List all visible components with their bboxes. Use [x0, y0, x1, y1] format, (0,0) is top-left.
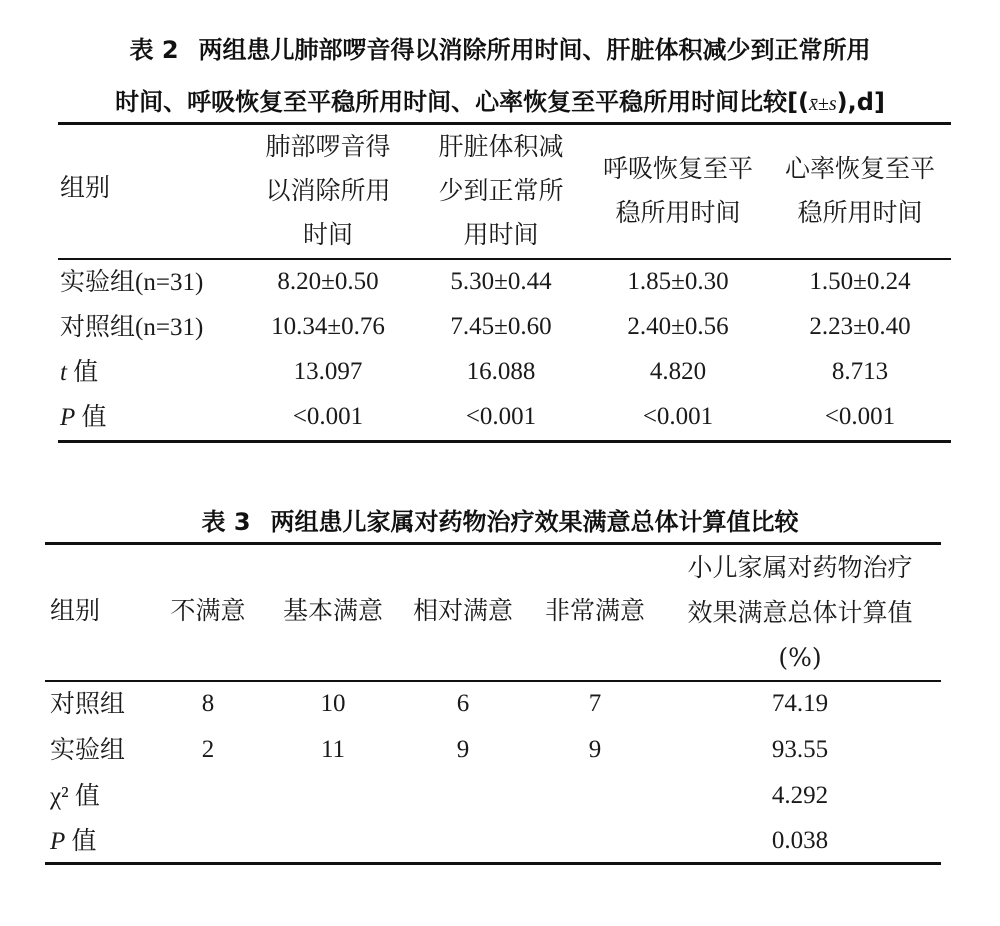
table2-header-col1-line3: 时间: [302, 220, 353, 249]
table2-title-prefix: 时间、呼吸恢复至平稳所用时间、心率恢复至平稳所用时间比较[(: [115, 88, 810, 116]
table2-header-col1-line2: 以消除所用: [265, 176, 391, 205]
table2-row3-label: t 值: [60, 357, 99, 386]
table3-header-group: 组别: [50, 596, 101, 625]
table2-header-col2-line3: 用时间: [463, 220, 539, 249]
table3-row2-col1: 2: [201, 736, 215, 763]
table3-row1-label: 对照组: [50, 689, 126, 718]
table3-header-col4: 非常满意: [544, 596, 645, 625]
table2-header-group: 组别: [60, 173, 111, 202]
table3-row3-col5: 4.292: [771, 782, 829, 809]
table3-row2-label: 实验组: [50, 735, 126, 764]
table3-header-col3: 相对满意: [412, 596, 513, 625]
table2-row1-label: 实验组(n=31): [60, 267, 204, 296]
table3-row1-col3: 6: [456, 690, 470, 717]
table3-header-col5-line1: 小儿家属对药物治疗: [687, 553, 913, 582]
table2-row2-col1: 10.34±0.76: [271, 313, 385, 340]
table2-header-col4-line1: 心率恢复至平: [784, 154, 935, 183]
table2-header-col3: [586, 147, 770, 235]
table3-row1-col4: 7: [588, 690, 602, 717]
table3-number: 表 3: [201, 508, 251, 536]
table3-header-col2: 基本满意: [282, 596, 383, 625]
table3-title-text: 两组患儿家属对药物治疗效果满意总体计算值比较: [270, 508, 799, 536]
table2-row1-col3: 1.85±0.30: [627, 268, 729, 295]
table2-header-col2-line2: 少到正常所: [438, 176, 564, 205]
table3-row2-col5: 93.55: [771, 736, 829, 763]
table3-header-col1: 不满意: [170, 596, 246, 625]
table3-title: [0, 502, 1000, 537]
table3-header-col5-line2: 效果满意总体计算值: [687, 598, 913, 627]
table2-row4-col2: <0.001: [465, 403, 537, 430]
table2-row4-col4: <0.001: [824, 403, 896, 430]
table2-header-col2: [416, 125, 586, 257]
table2-row4-col3: <0.001: [642, 403, 714, 430]
table2-title-text: 两组患儿肺部啰音得以消除所用时间、肝脏体积减少到正常所用: [198, 36, 871, 64]
table2-title-line2: [0, 82, 1000, 117]
table2-header-col3-line1: 呼吸恢复至平: [602, 154, 753, 183]
table2-row3-col3: 4.820: [649, 358, 707, 385]
table2-row1-col1: 8.20±0.50: [277, 268, 379, 295]
table2-row2-col3: 2.40±0.56: [627, 313, 729, 340]
table2-number: 表 2: [129, 36, 179, 64]
table2-header-col3-line2: 稳所用时间: [615, 198, 741, 227]
table2-header-col4: [770, 147, 950, 235]
table3-row2-col4: 9: [588, 736, 602, 763]
table2-row3-col4: 8.713: [831, 358, 889, 385]
table2-header-col2-line1: 肝脏体积减: [438, 132, 564, 161]
table2-row2-col4: 2.23±0.40: [809, 313, 911, 340]
table3-row1-col2: 10: [320, 690, 346, 717]
table2-header-col1-line1: 肺部啰音得: [265, 132, 391, 161]
table3-header-col5: [662, 545, 938, 680]
table3-bottom-rule: [45, 862, 941, 865]
table3-header-col5-line3: (%): [778, 643, 822, 672]
table2-row2-label: 对照组(n=31): [60, 312, 204, 341]
table3-row4-label: P 值: [50, 826, 97, 855]
table3-row4-col5: 0.038: [771, 827, 829, 854]
table3-row1-col5: 74.19: [771, 690, 829, 717]
table2-title-suffix: ),d]: [836, 88, 885, 116]
table2-row1-col2: 5.30±0.44: [450, 268, 552, 295]
table2-title-line1: [0, 30, 1000, 65]
table2-row3-col2: 16.088: [466, 358, 536, 385]
table3-row2-col3: 9: [456, 736, 470, 763]
table2-header-col4-line2: 稳所用时间: [797, 198, 923, 227]
table3-row2-col2: 11: [320, 736, 346, 763]
table2-header-col1: [240, 125, 416, 257]
table2-title-stat: x̄±s: [809, 93, 837, 115]
table3-row1-col1: 8: [201, 690, 215, 717]
table2-row4-label: P 值: [60, 402, 107, 431]
table2-row3-col1: 13.097: [293, 358, 363, 385]
table3-row3-label: χ² 值: [50, 781, 100, 810]
table2-row2-col2: 7.45±0.60: [450, 313, 552, 340]
table2-row1-col4: 1.50±0.24: [809, 268, 911, 295]
table2-bottom-rule: [58, 440, 951, 443]
table2-row4-col1: <0.001: [292, 403, 364, 430]
